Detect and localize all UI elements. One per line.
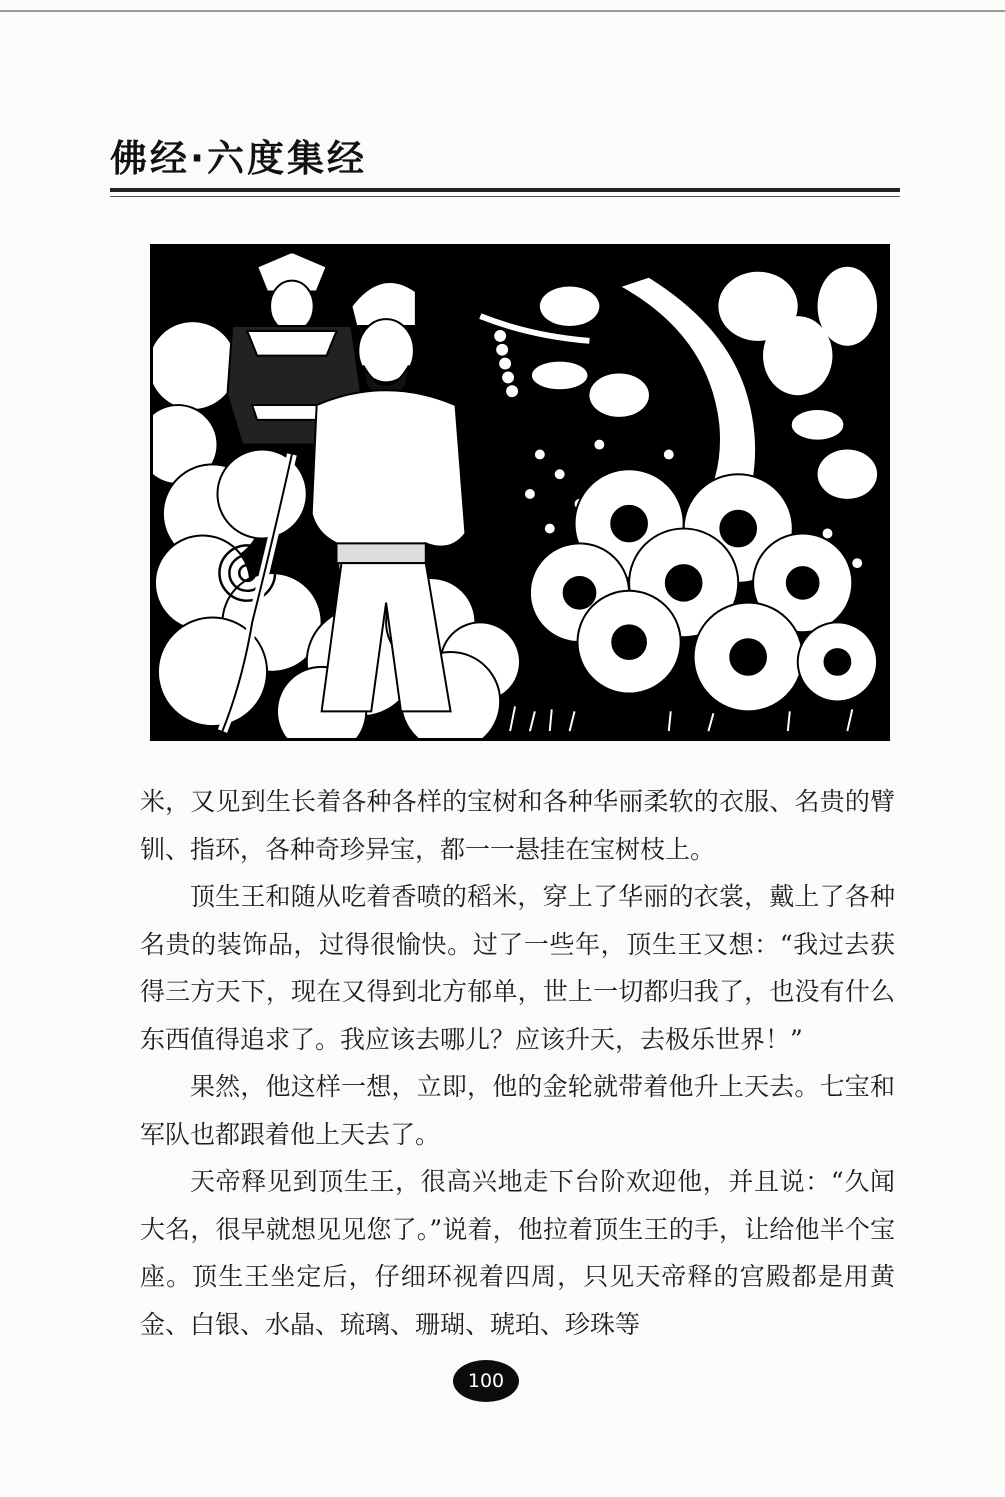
body-text: [140, 778, 895, 1348]
page-header-title: 佛经·六度集经: [110, 137, 368, 180]
page-number-badge: 100: [453, 1360, 519, 1402]
header-rule: [110, 188, 900, 192]
paragraph-continued: 米，又见到生长着各种各样的宝树和各种华丽柔软的衣服、名贵的臂钏、指环，各种奇珍异宝，都一一悬挂在宝树枝上。: [140, 787, 895, 864]
top-rule: [0, 10, 1005, 12]
paragraph: 顶生王和随从吃着香喷的稻米，穿上了华丽的衣裳，戴上了各种名贵的装饰品，过得很愉快。过了一些年，顶生王又想：“我过去获得三方天下，现在又得到北方郁单，世上一切都归我了，也没有什么东西值得追求了。我应该去哪儿？应该升天，去极乐世界！”: [140, 882, 895, 1054]
paragraph: 天帝释见到顶生王，很高兴地走下台阶欢迎他，并且说：“久闻大名，很早就想见见您了。”说着，他拉着顶生王的手，让给他半个宝座。顶生王坐定后，仔细环视着四周，只见天帝释的宫殿都是用黄金、白银、水晶、琉璃、珊瑚、琥珀、珍珠等: [140, 1167, 895, 1339]
woodcut-illustration-icon: [153, 247, 887, 738]
header-rule-thin: [110, 196, 900, 197]
paragraph: 果然，他这样一想，立即，他的金轮就带着他升上天去。七宝和军队也都跟着他上天去了。: [140, 1072, 895, 1149]
illustration-frame: [150, 244, 890, 741]
